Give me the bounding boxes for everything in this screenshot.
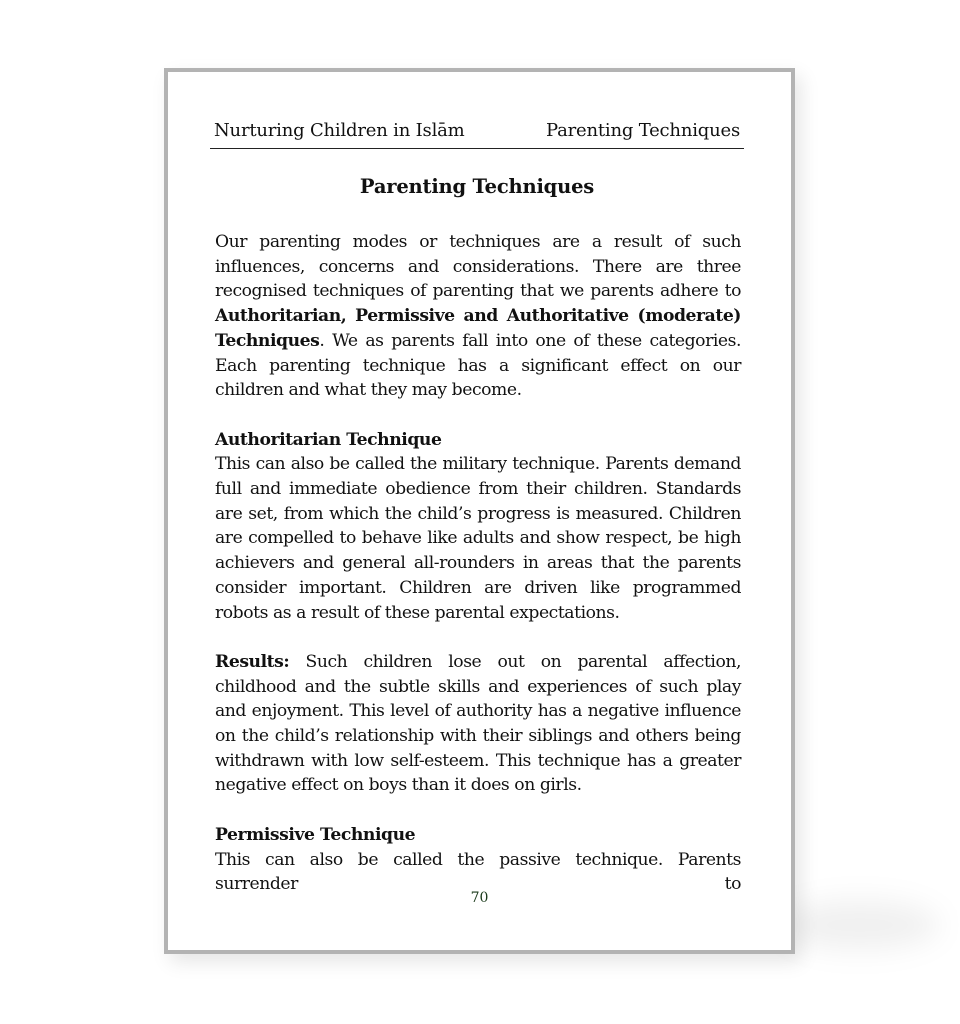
- permissive-paragraph: This can also be called the passive technique. Parents surrender to: [215, 849, 741, 895]
- drop-shadow: [780, 900, 940, 950]
- page-heading: Parenting Techniques: [359, 175, 595, 198]
- intro-text-start: Our parenting modes or techniques are a result of such influences, concerns and considerations. There are three recognised techniques of parenting that we parents adhere to: [215, 232, 741, 302]
- permissive-heading: Permissive Technique: [215, 824, 416, 845]
- page-body: [215, 230, 741, 897]
- authoritarian-paragraph: This can also be called the military technique. Parents demand full and immediate obedience from their children. Standards are set, from which the child’s progress is measured. Children are compelled to behave like adults and show respect, be high achievers and general all-rounders in areas that the parents consider important. Children are driven like programmed robots as a result of these parental expectations.: [215, 454, 741, 623]
- authoritarian-heading: Authoritarian Technique: [215, 429, 442, 450]
- results-paragraph: [215, 650, 741, 798]
- header-book-title: Nurturing Children in Islām: [214, 120, 465, 141]
- header-chapter-title: Parenting Techniques: [545, 120, 740, 141]
- results-label: Results:: [215, 651, 290, 672]
- intro-bold-techniques: Authoritarian, Permissive and Authoritative (moderate) Techniques: [215, 306, 741, 351]
- running-header: [210, 118, 744, 149]
- page-number: 70: [470, 890, 489, 906]
- intro-text-end: . We as parents fall into one of these categories. Each parenting technique has a significant effect on our children and what they may become.: [215, 330, 741, 401]
- intro-paragraph: [215, 230, 741, 403]
- results-text: Such children lose out on parental affection, childhood and the subtle skills and experiences of such play and enjoyment. This level of authority has a negative influence on the child’s relationship with their siblings and others being withdrawn with low self-esteem. This technique has a greater negative effect on boys than it does on girls.: [215, 651, 741, 796]
- book-page: [164, 68, 795, 954]
